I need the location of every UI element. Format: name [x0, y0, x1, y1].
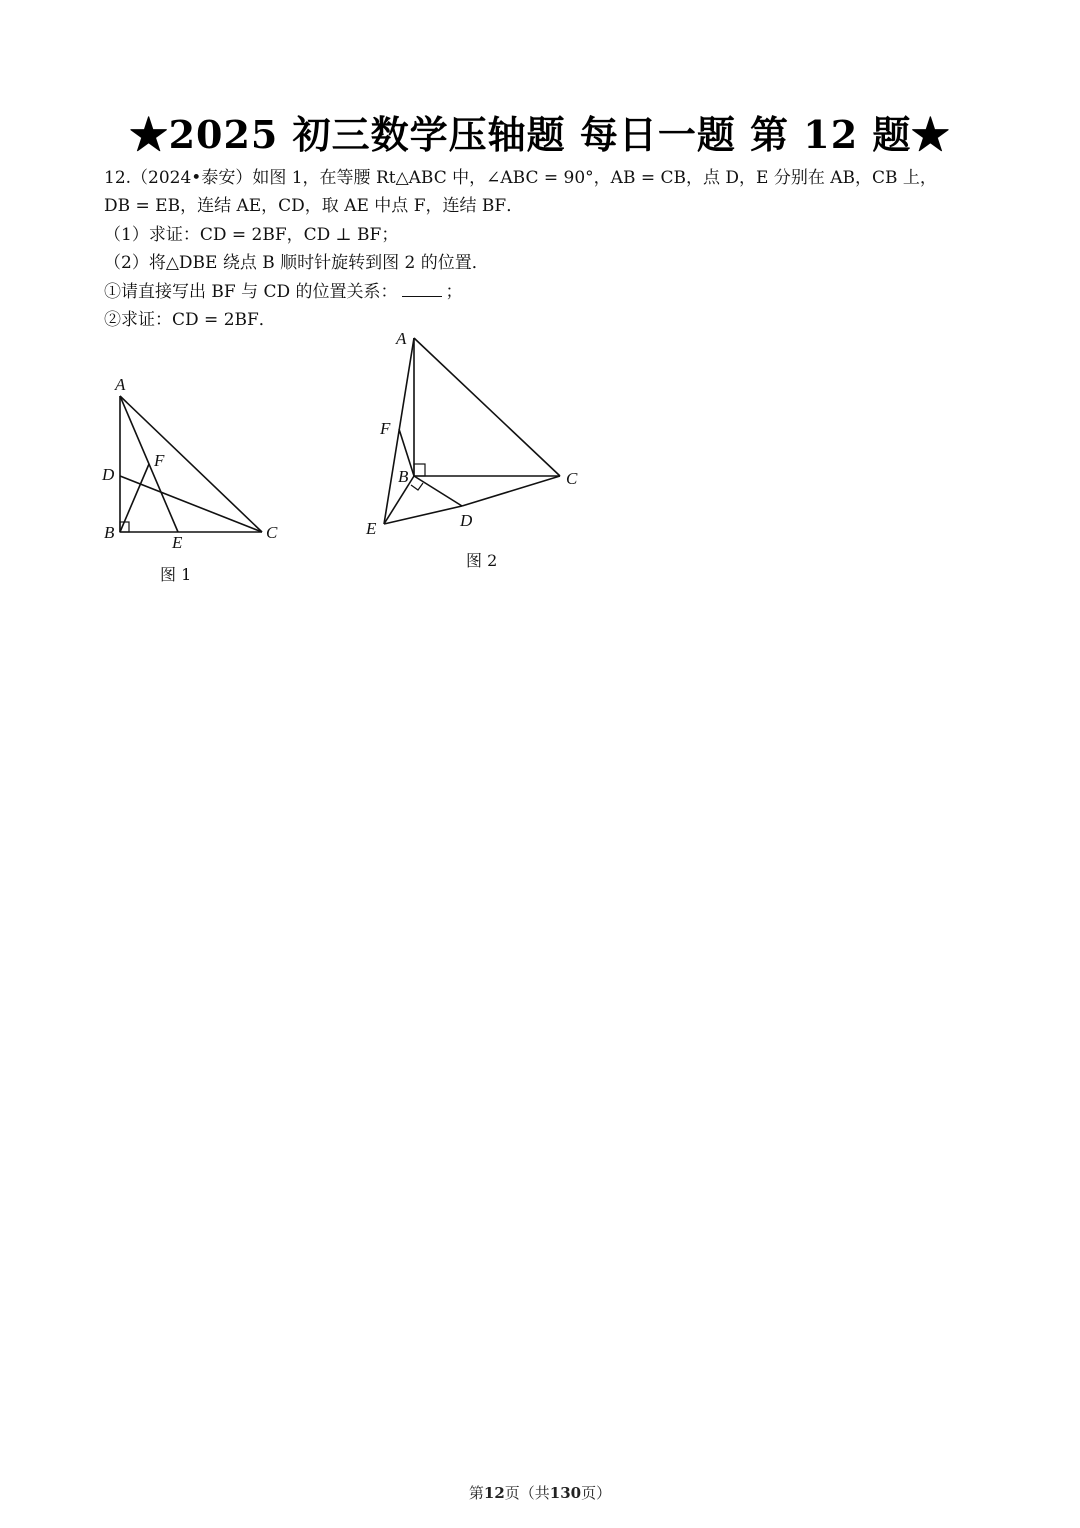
problem-part-1: （1）求证：CD = 2BF，CD ⊥ BF； — [104, 225, 399, 245]
page-footer — [0, 1482, 1080, 1503]
footer-total-pages: 130 — [549, 1484, 582, 1502]
figure-1 — [96, 360, 296, 590]
fig2-label-e: E — [366, 519, 377, 538]
fig2-label-d: D — [460, 511, 473, 530]
figure-2 — [360, 326, 590, 576]
fig1-label-d: D — [102, 465, 115, 484]
footer-prefix: 第 — [468, 1484, 484, 1502]
question-2: ②求证：CD = 2BF． — [104, 310, 276, 330]
question-1-text: ①请直接写出 BF 与 CD 的位置关系： — [104, 282, 398, 302]
fig1-caption: 图 1 — [160, 565, 192, 584]
fig2-label-f: F — [380, 419, 391, 438]
answer-blank[interactable] — [402, 282, 442, 297]
page-title: ★2025 初三数学压轴题 每日一题 第 12 题★ — [129, 112, 951, 157]
problem-line-1: 12.（2024•泰安）如图 1，在等腰 Rt△ABC 中，∠ABC = 90°，AB = CB，点 D，E 分别在 AB，CB 上， — [104, 168, 937, 188]
problem-line-2: DB = EB，连结 AE，CD，取 AE 中点 F，连结 BF． — [104, 196, 524, 216]
fig1-label-b: B — [104, 523, 115, 542]
fig2-label-a: A — [396, 329, 407, 348]
fig1-label-c: C — [266, 523, 278, 542]
question-1-suffix: ； — [445, 282, 463, 302]
fig2-label-c: C — [566, 469, 578, 488]
problem-part-2: （2）将△DBE 绕点 B 顺时针旋转到图 2 的位置． — [104, 253, 489, 273]
fig1-label-e: E — [172, 533, 183, 552]
footer-middle: 页（共 — [504, 1484, 550, 1502]
fig2-caption: 图 2 — [466, 551, 498, 570]
footer-page-number: 12 — [483, 1484, 505, 1502]
fig1-label-a: A — [115, 375, 126, 394]
fig2-label-b: B — [398, 467, 409, 486]
question-1 — [104, 277, 463, 302]
fig1-label-f: F — [154, 451, 165, 470]
footer-suffix: 页） — [581, 1484, 612, 1502]
